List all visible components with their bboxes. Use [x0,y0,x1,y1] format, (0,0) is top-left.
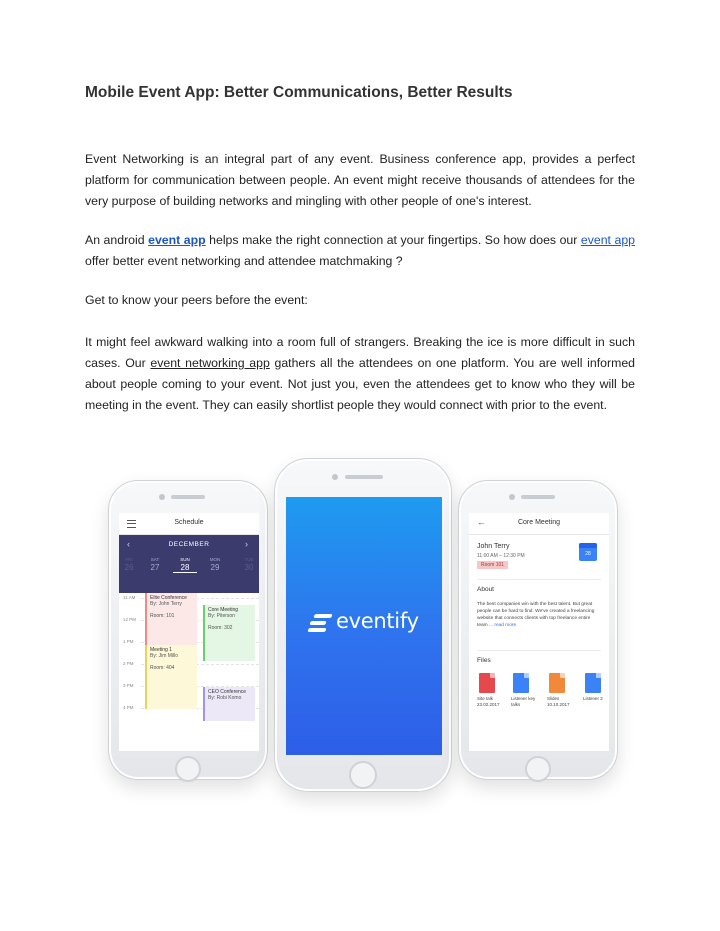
divider [477,650,601,651]
event-title: Meeting 1 [150,647,172,653]
calendar-days [119,557,259,587]
file-name: Site talk [477,696,494,701]
p4-text-post: gathers all the attendees on one platform. You are well informed about people coming to your event. Not just you, even the attendees get to know who they will be meeting in the event. They can easily shortlist people they would connect with prior to the event. [85,356,635,412]
file-item[interactable] [583,673,609,702]
file-item[interactable] [477,673,507,707]
schedule-title: Schedule [174,519,204,526]
calendar-day[interactable] [119,557,141,572]
file-date: 23.02.2017 [477,701,500,707]
brand-name: eventify [336,609,419,633]
about-body: The best companies win with the best talent. But great people can be hard to find. We've created a freelancing website that connects clients with top freelance entire team ... [477,602,595,628]
meeting-header [469,513,609,535]
calendar-day-selected[interactable] [173,557,197,573]
phone-meeting-detail [458,480,618,780]
time-label: 12 PM [123,617,137,622]
home-button[interactable] [175,756,201,782]
day-name: SAT [150,557,160,562]
eventify-logo-icon [308,612,332,634]
section-heading-peers: Get to know your peers before the event: [85,293,308,307]
time-label: 11 AM [123,595,136,600]
event-app-link-1[interactable]: event app [148,233,206,247]
phone-speaker [345,475,383,479]
back-arrow-icon[interactable]: ← [477,517,486,527]
chevron-left-icon[interactable]: ‹ [127,539,130,549]
calendar-icon: 28 [579,543,597,561]
file-date: 10.10.2017 [547,701,570,707]
time-label: 4 PM [123,705,134,710]
slides-file-icon [549,673,565,693]
splash-screen [286,497,442,755]
day-name: MON [209,557,221,562]
p2-text-mid: helps make the right connection at your fingertips. So how does our [205,233,581,247]
schedule-timeline [119,593,259,751]
time-label: 1 PM [123,639,134,644]
event-networking-app-link[interactable]: event networking app [150,356,270,370]
doc-file-icon [585,673,601,693]
phones-illustration [98,450,628,800]
event-card[interactable] [203,605,255,661]
read-more-link[interactable]: read more [494,623,517,628]
doc-file-icon [513,673,529,693]
file-name: Listener key talks [511,696,536,707]
home-button[interactable] [525,756,551,782]
event-host: By: Robi Komo [208,695,242,701]
files-heading: Files [477,657,491,664]
day-name: SUN [180,557,190,562]
event-title: Core Meeting [208,607,239,613]
phone-camera [332,474,338,480]
calendar-day[interactable] [203,557,227,572]
phone-schedule [108,480,268,780]
p2-text-post: offer better event networking and attendee matchmaking ? [85,254,403,268]
event-room: Room: 101 [150,613,175,619]
day-date: 26 [124,563,134,572]
event-card[interactable] [203,687,255,721]
file-item[interactable] [511,673,541,707]
paragraph-intro: Event Networking is an integral part of any event. Business conference app, provides a perfect platform for communication between people. An event might receive thousands of attendees for the very purpose of building networks and mingling with other people of one's interest. [85,152,635,208]
day-name: FRI [125,557,133,562]
meeting-screen [469,513,609,751]
schedule-screen [119,513,259,751]
phone-splash [274,458,452,792]
files-list [477,673,609,723]
page-title: Mobile Event App: Better Communications, Better Results [85,84,513,101]
file-name: Slides [547,696,560,701]
phone-speaker [171,495,205,499]
meeting-time: 11:00 AM – 12:30 PM [477,553,525,559]
host-name: John Terry [477,543,510,550]
eventify-logo [308,609,428,639]
chevron-right-icon[interactable]: › [245,539,248,549]
day-date: 29 [210,563,220,572]
event-room: Room: 302 [208,625,233,631]
time-label: 2 PM [123,661,134,666]
pdf-file-icon [479,673,495,693]
day-date: 30 [244,563,254,572]
schedule-header [119,513,259,535]
event-host: By: John Terry [150,601,182,607]
about-text [477,601,601,629]
paragraph-event-app [85,230,635,272]
event-card[interactable] [145,645,197,709]
event-host: By: Piterson [208,613,235,619]
day-date: 27 [150,563,160,572]
menu-icon[interactable] [127,520,136,528]
event-title: CEO Conference [208,689,247,695]
event-card[interactable] [145,593,197,649]
event-room: Room: 404 [150,665,175,671]
calendar-day[interactable] [143,557,167,572]
event-title: Elite Conference [150,595,187,601]
room-badge: Room 101 [477,561,508,569]
phone-speaker [521,495,555,499]
paragraph-networking [85,332,635,416]
calendar-strip [119,535,259,593]
day-date: 28 [173,563,197,573]
meeting-title: Core Meeting [517,519,561,526]
phone-camera [509,494,515,500]
calendar-month: DECEMBER [168,541,210,548]
p4-text-pre: It might feel awkward walking into a room full of strangers. Breaking the ice is more difficult in such cases. Our [85,335,635,370]
time-label: 3 PM [123,683,134,688]
calendar-day[interactable] [237,557,259,572]
about-heading: About [477,586,494,593]
p2-text-pre: An android [85,233,149,247]
event-host: By: Jim Millo [150,653,179,659]
file-name: Listener 2 [583,696,603,701]
divider [477,579,601,580]
file-item[interactable] [547,673,577,707]
event-app-link-2[interactable]: event app [580,233,636,247]
home-button[interactable] [349,761,377,789]
day-name: TUE [244,557,254,562]
phone-camera [159,494,165,500]
